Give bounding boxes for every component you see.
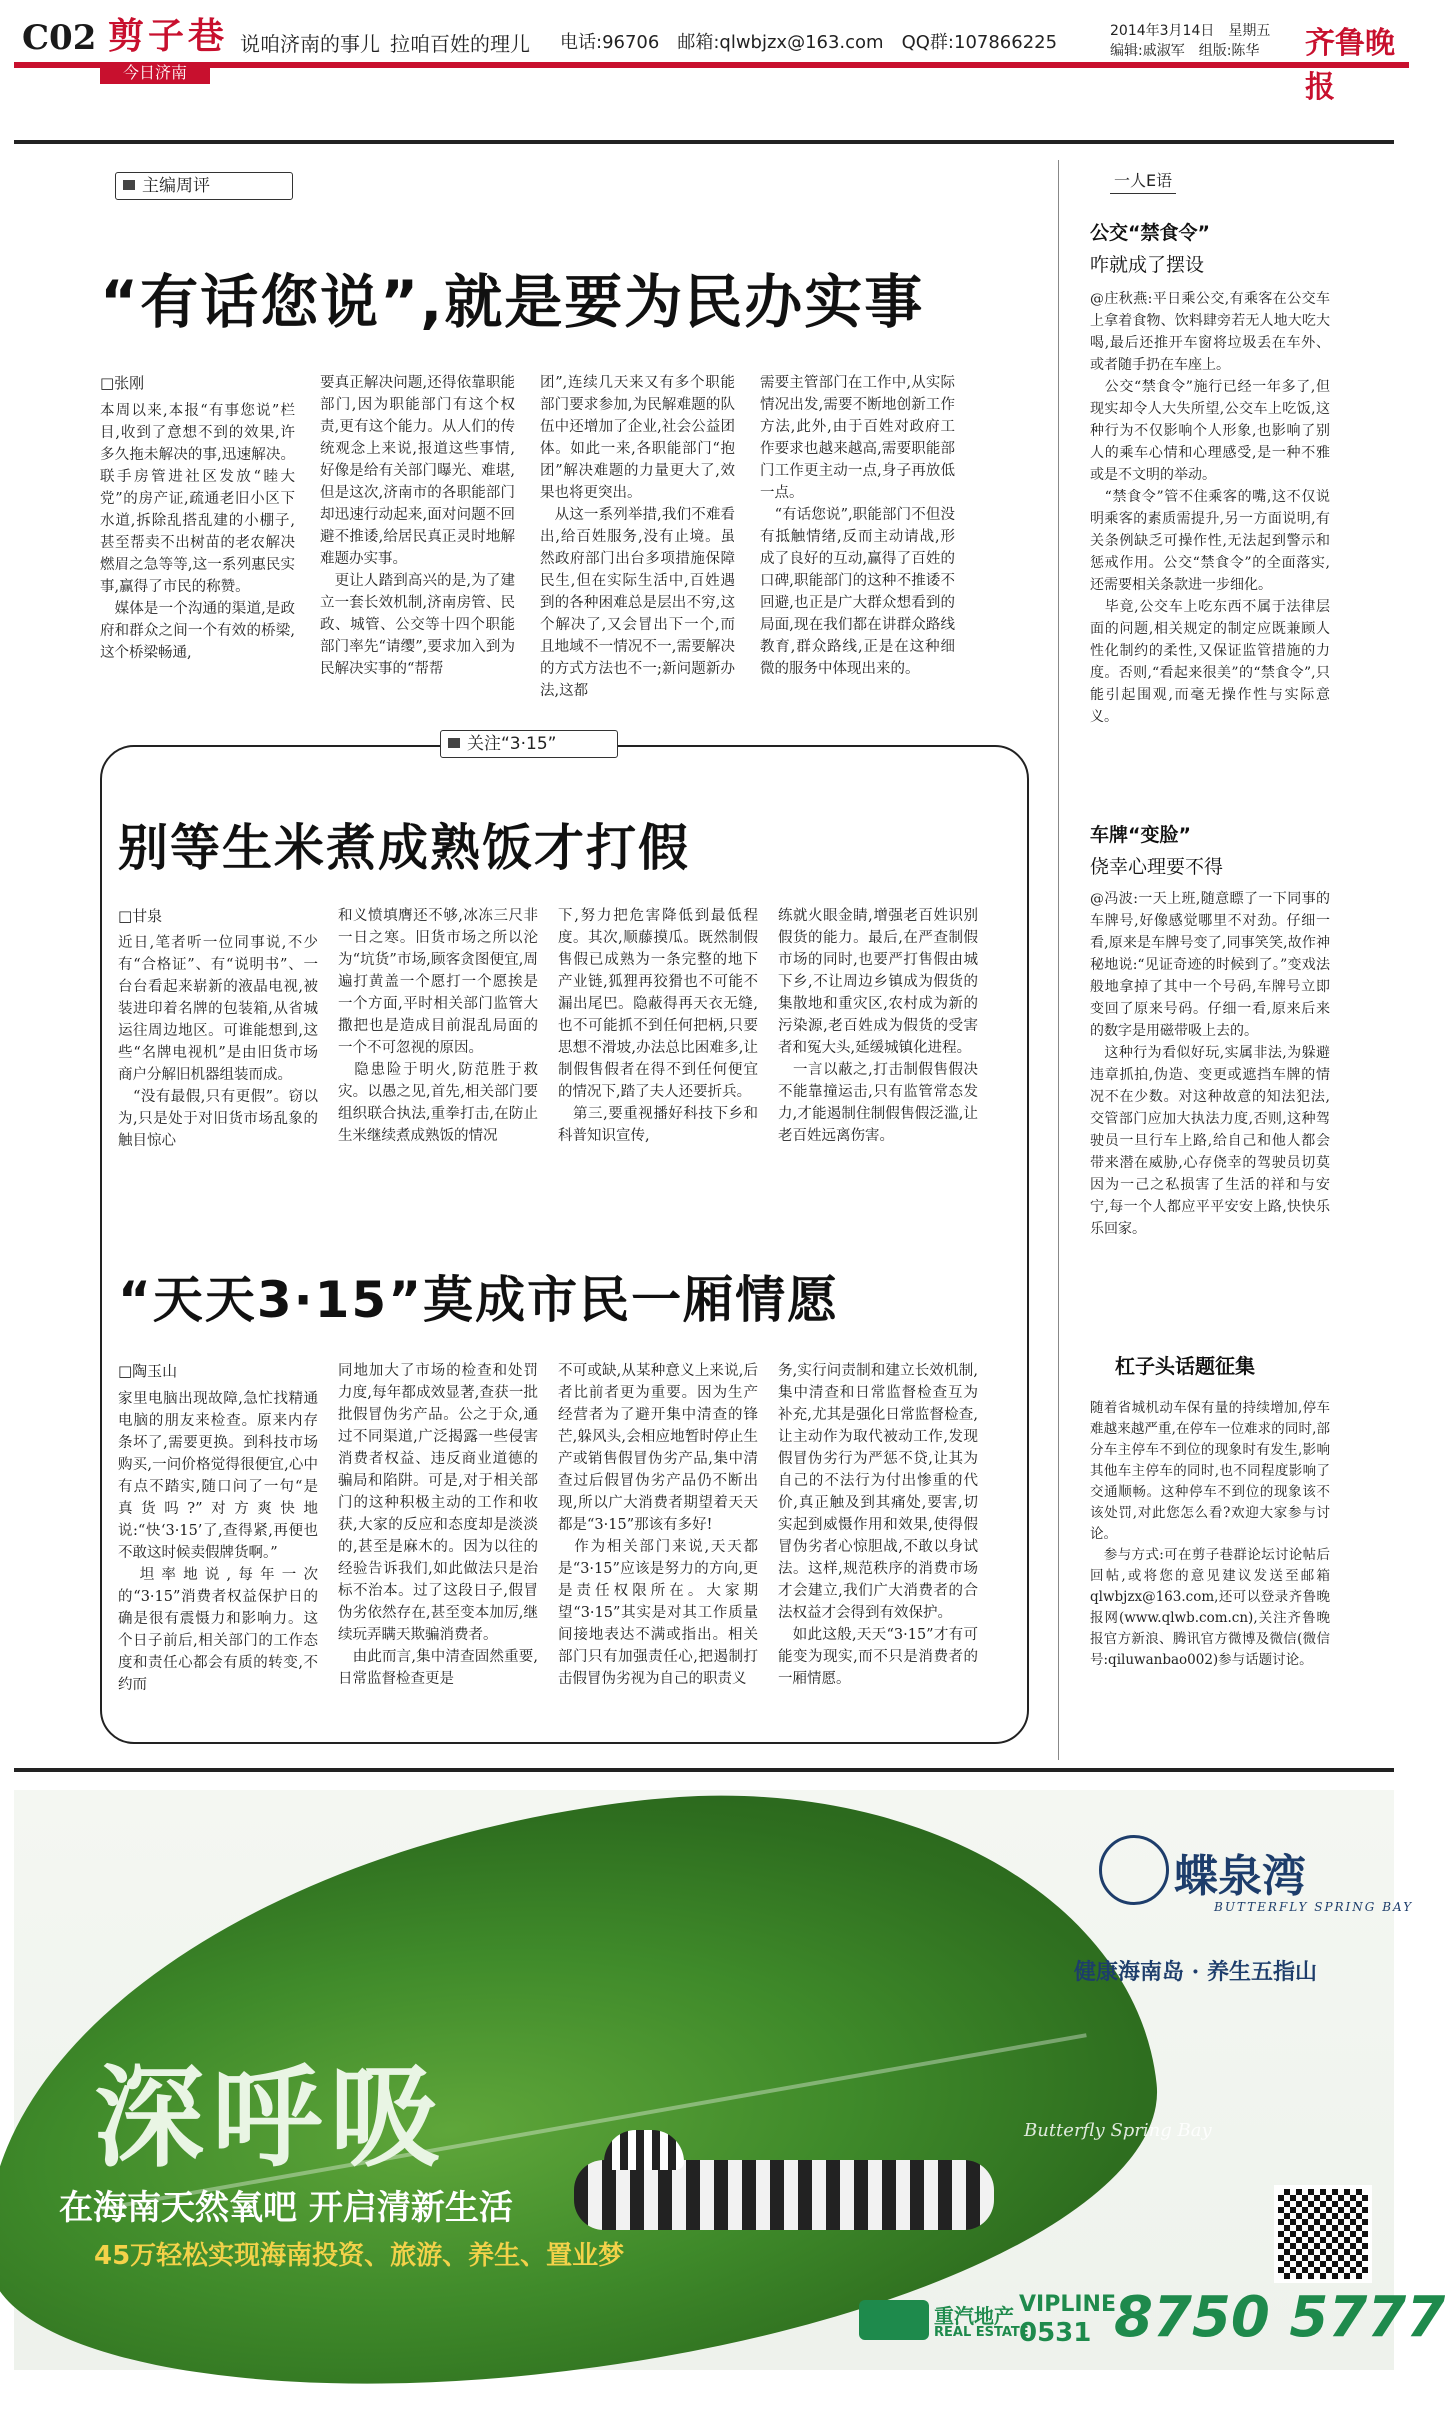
section-tag: 今日济南	[100, 62, 210, 84]
ad-phone: 8750 5777	[1114, 2285, 1445, 2350]
sidebar-tag: 一人E语	[1110, 168, 1176, 194]
editorial-column-1: 本周以来,本报“有事您说”栏目,收到了意想不到的效果,许多久拖未解决的事,迅速解决。联手房管进社区发放“睦大党”的房产证,疏通老旧小区下水道,拆除乱搭乱建的小棚子,甚至帮卖不出树苗的老农解决燃眉之急等等,这一系列惠民实事,赢得了市民的称赞。 媒体是一个沟通的渠道,是政府和群众之间一个有效的桥梁,这个桥梁畅通,	[100, 403, 295, 661]
qr-code-icon	[1274, 2185, 1372, 2283]
masthead-rule	[14, 62, 1409, 68]
advertisement	[14, 1790, 1445, 2370]
reclining-person-graphic	[574, 2160, 994, 2230]
issue-date: 2014年3月14日 星期五	[1110, 23, 1271, 39]
top-divider	[14, 140, 1394, 144]
article2-column-2: 同地加大了市场的检查和处罚力度,每年都成效显著,查获一批批假冒伪劣产品。公之于众,通过不同渠道,广泛揭露一些侵害消费者权益、违反商业道德的骗局和陷阱。可是,对于相关部门的这种积极主动的工作和收获,大家的反应和态度却是淡淡的,甚至是麻木的。因为以往的经验告诉我们,如此做法只是治标不治本。过了这段日子,假冒伪劣依然存在,甚至变本加厉,继续玩弄瞒天欺骗消费者。 由此而言,集中清查固然重要,日常监督检查更是	[338, 1363, 538, 1687]
slogan-1: 说咱济南的事儿	[240, 32, 380, 56]
sidebar-item3-headline: 杠子头话题征集	[1115, 1354, 1255, 1378]
slogan-2: 拉咱百姓的理儿	[390, 32, 530, 56]
column-name: 剪子巷	[108, 15, 229, 57]
article1-byline: □甘泉	[118, 907, 163, 925]
sidebar-item3-body: 随着省城机动车保有量的持续增加,停车难越来越严重,在停车一位难求的同时,部分车主停车不到位的现象时有发生,影响其他车主停车的同时,也不同程度影响了交通顺畅。这种停车不到位的现象该不该处罚,对此您怎么看?欢迎大家参与讨论。 参与方式:可在剪子巷群论坛讨论帖后回帖,或将您的意见建议发送至邮箱qlwbjzx@163.com,还可以登录齐鲁晚报网(www.qlwb.com.cn),关注齐鲁晚报官方新浪、腾讯官方微博及微信(微信号:qiluwanbao002)参与话题讨论。	[1090, 1400, 1330, 1668]
ad-subtitle: 在海南天然氧吧 开启清新生活	[59, 2188, 513, 2228]
ad-brand: 蝶泉湾	[1174, 1851, 1306, 1902]
ad-developer-en: REAL ESTATE	[934, 2325, 1029, 2340]
ad-subtitle-2: 45万轻松实现海南投资、旅游、养生、置业梦	[94, 2241, 625, 2271]
developer-logo-icon	[859, 2300, 929, 2340]
article2-column-4: 务,实行问责制和建立长效机制,集中清查和日常监督检查互为补充,尤其是强化日常监督检查,让主动作为取代被动工作,发现假冒伪劣行为严惩不贷,让其为自己的不法行为付出惨重的代价,真正触及到其痛处,要害,切实起到威慑作用和效果,使得假冒伪劣者心惊胆战,不敢以身试法。这样,规范秩序的消费市场才会建立,我们广大消费者的合法权益才会得到有效保护。 如此这般,天天“3·15”才有可能变为现实,而不只是消费者的一厢情愿。	[778, 1363, 978, 1687]
editorial-headline: “有话您说”,就是要为民办实事	[100, 268, 925, 336]
article1-column-4: 练就火眼金睛,增强老百姓识别假货的能力。最后,在严查制假市场的同时,也要严打售假由城下乡,不让周边乡镇成为假货的集散地和重灾区,农村成为新的污染源,老百姓成为假货的受害者和冤大头,延缓城镇化进程。 一言以蔽之,打击制假售假决不能靠撞运击,只有监管常态发力,才能遏制住制假售假泛滥,让老百姓远离伤害。	[778, 908, 978, 1144]
contact-info: 电话:96706 邮箱:qlwbjzx@163.com QQ群:107866225	[560, 32, 1058, 53]
editorial-column-3: 团”,连续几天来又有多个职能部门要求参加,为民解难题的队伍中还增加了企业,社会公益团体。如此一来,各职能部门“抱团”解决难题的力量更大了,效果也将更突出。 从这一系列举措,我们不难看出,给百姓服务,没有止境。虽然政府部门出台多项措施保障民生,但在实际生活中,百姓遇到的各种困难总是层出不穷,这个解决了,又会冒出下一个,而且地域不一情况不一,需要解决的方式方法也不一;新问题新办法,这都	[540, 375, 735, 699]
ad-brand-en: BUTTERFLY SPRING BAY	[1214, 1900, 1414, 1914]
masthead	[0, 0, 1409, 110]
ad-title: 深呼吸	[94, 2053, 448, 2182]
editorial-tag: 主编周评	[115, 172, 293, 200]
sidebar-item2-body: @冯波:一天上班,随意瞟了一下同事的车牌号,好像感觉哪里不对劲。仔细一看,原来是车牌号变了,同事笑笑,故作神秘地说:“见证奇迹的时候到了。”变戏法般地拿掉了其中一个号码,车牌号立即变回了原来号码。仔细一看,原来后来的数字是用磁带吸上去的。 这种行为看似好玩,实属非法,为躲避违章抓拍,伪造、变更或遮挡车牌的情况不在少数。对这种故意的知法犯法,交管部门应加大执法力度,否则,这种驾驶员一旦行车上路,给自己和他人都会带来潜在威胁,心存侥幸的驾驶员切莫因为一己之私损害了生活的祥和与安宁,每一个人都应平平安安上路,快快乐乐回家。	[1090, 891, 1330, 1237]
editorial-column-2: 要真正解决问题,还得依靠职能部门,因为职能部门有这个权责,更有这个能力。从人们的传统观念上来说,报道这些事情,好像是给有关部门曝光、难堪,但是这次,济南市的各职能部门却迅速行动起来,面对问题不回避不推诿,给居民真正灵时地解难题办实事。 更让人踏到高兴的是,为了建立一套长效机制,济南房管、民政、城管、公交等十四个职能部门率先“请缨”,要求加入到为民解决实事的“帮帮	[320, 375, 515, 677]
editorial-column-4: 需要主管部门在工作中,从实际情况出发,需要不断地创新工作方法,此外,由于百姓对政府工作要求也越来越高,需要职能部门工作更主动一点,身子再放低一点。 “有话您说”,职能部门不但没有抵触情绪,反而主动请战,形成了良好的互动,赢得了百姓的口碑,职能部门的这种不推诿不回避,也正是广大群众想看到的局面,现在我们都在讲群众路线教育,群众路线,正是在这种细微的服务中体现出来的。	[760, 375, 955, 677]
article1-headline: 别等生米煮成熟饭才打假	[118, 819, 690, 877]
article1-column-3: 下,努力把危害降低到最低程度。其次,顺藤摸瓜。既然制假售假已成熟为一条完整的地下产业链,狐狸再狡猾也不可能不漏出尾巴。隐蔽得再天衣无缝,也不可能抓不到任何把柄,只要思想不滑坡,办法总比困难多,让制假售假者在得不到任何便宜的情况下,踏了夫人还要折兵。 第三,要重视播好科技下乡和科普知识宣传,	[558, 908, 758, 1144]
sidebar-item1-body: @庄秋燕:平日乘公交,有乘客在公交车上拿着食物、饮料肆旁若无人地大吃大喝,最后还推开车窗将垃圾丢在车外、或者随手扔在车座上。 公交“禁食令”施行已经一年多了,但现实却令人大失所望,公交车上吃饭,这种行为不仅影响个人形象,也影响了别人的乘车心情和心理感受,是一种不雅或是不文明的举动。 “禁食令”管不住乘客的嘴,这不仅说明乘客的素质需提升,另一方面说明,有关条例缺乏可操作性,无法起到警示和惩戒作用。公交“禁食令”的全面落实,还需要相关条款进一步细化。 毕竟,公交车上吃东西不属于法律层面的问题,相关规定的制定应既兼顾人性化制约的柔性,又保证监管措施的力度。否则,“看起来很美”的“禁食令”,只能引起围观,而毫无操作性与实际意义。	[1090, 291, 1330, 725]
sidebar-item1-headline: 公交“禁食令”	[1090, 222, 1210, 244]
section-315-tag: 关注“3·15”	[440, 730, 618, 758]
bottom-divider	[14, 1768, 1394, 1772]
editorial-byline: □张刚	[100, 374, 145, 392]
page-code: C02	[22, 18, 97, 58]
article2-headline: “天天3·15”莫成市民一厢情愿	[118, 1271, 840, 1329]
ad-slogan: 健康海南岛 · 养生五指山	[1074, 1959, 1317, 1985]
sidebar-item2-subhead: 侥幸心理要不得	[1090, 856, 1224, 878]
sidebar-divider	[1058, 160, 1059, 1760]
ad-developer: 重汽地产	[934, 2304, 1014, 2328]
article2-column-1: 家里电脑出现故障,急忙找精通电脑的朋友来检查。原来内存条坏了,需要更换。到科技市场购买,一问价格觉得很便宜,心中有点不踏实,随口问了一句“是真货吗?”对方爽快地说:“快‘3·15’了,查得紧,再便也不敢这时候卖假牌货啊。” 坦率地说,每年一次的“3·15”消费者权益保护日的确是很有震慑力和影响力。这个日子前后,相关部门的工作态度和责任心都会有质的转变,不约而	[118, 1391, 318, 1693]
brand-logo-icon	[1099, 1835, 1169, 1905]
article1-column-2: 和义愤填膺还不够,冰冻三尺非一日之寒。旧货市场之所以沦为“坑货”市场,顾客贪图便宜,周遍打黄盖一个愿打一个愿挨是一个方面,平时相关部门监管大撒把也是造成目前混乱局面的一个不可忽视的原因。 隐患险于明火,防范胜于救灾。以愚之见,首先,相关部门要组织联合执法,重拳打击,在防止生米继续煮成熟饭的情况	[338, 908, 538, 1144]
ad-script-text: Butterfly Spring Bay	[1024, 2120, 1212, 2141]
article2-byline: □陶玉山	[118, 1362, 178, 1380]
article2-column-3: 不可或缺,从某种意义上来说,后者比前者更为重要。因为生产经营者为了避开集中清查的锋芒,躲风头,会相应地暂时停止生产或销售假冒伪劣产品,集中清查过后假冒伪劣产品仍不断出现,所以广大消费者期望着天天都是“3·15”那该有多好! 作为相关部门来说,天天都是“3·15”应该是努力的方向,更是责任权限所在。大家期望“3·15”其实是对其工作质量间接地表达不满或指出。相关部门只有加强责任心,把遏制打击假冒伪劣视为自己的职责义	[558, 1363, 758, 1687]
article1-column-1: 近日,笔者听一位同事说,不少有“合格证”、有“说明书”、一台台看起来崭新的液晶电视,被装进印着名牌的包装箱,从省城运往周边地区。可谁能想到,这些“名牌电视机”是由旧货市场商户分解旧机器组装而成。 “没有最假,只有更假”。窃以为,只是处于对旧货市场乱象的触目惊心	[118, 935, 318, 1149]
ad-area-code: 0531	[1019, 2318, 1092, 2348]
editor-credits: 编辑:戚淑军 组版:陈华	[1110, 43, 1260, 59]
sidebar-item1-subhead: 咋就成了摆设	[1090, 254, 1205, 276]
sidebar-item2-headline: 车牌“变脸”	[1090, 824, 1191, 846]
ad-vip-label: VIPLINE	[1019, 2292, 1116, 2317]
newspaper-brand: 齐鲁晚报	[1305, 26, 1395, 105]
